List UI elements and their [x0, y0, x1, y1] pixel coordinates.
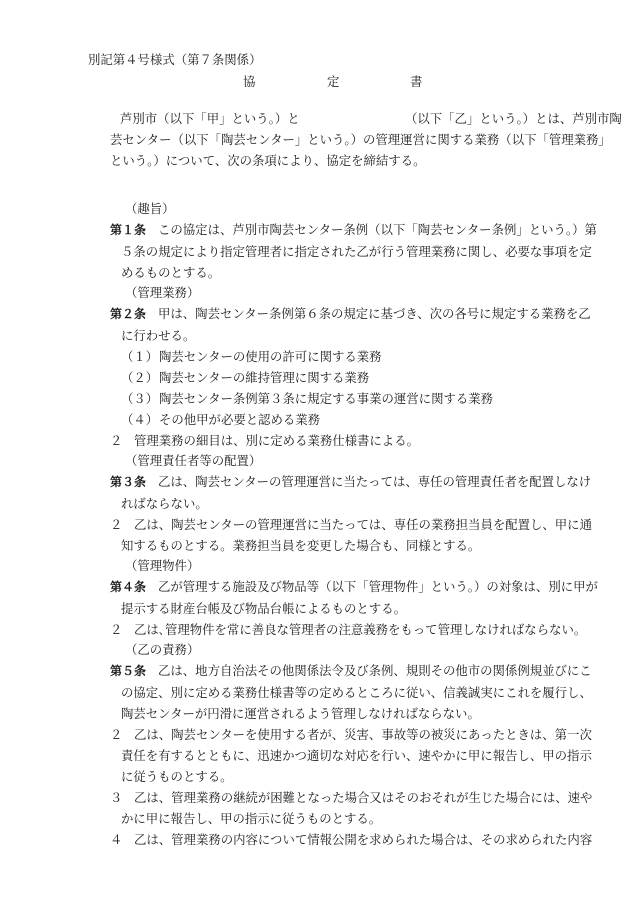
paragraph-2: ２ 乙は、陶芸センターを使用する者が、災害、事故等の被災にあったときは、第一次 [110, 727, 592, 742]
article-4-label: 第４条 [110, 580, 147, 594]
list-item: （３）陶芸センター条例第３条に規定する事業の運営に関する業務 [121, 391, 494, 406]
article-5-text: 陶芸センターが円滑に運営されるよう管理しなければならない。 [121, 706, 480, 721]
article-2-text: に行わせる。 [121, 328, 196, 343]
article-5-label: 第５条 [110, 664, 147, 678]
intro-line: 芸センター（以下「陶芸センター」という。）の管理運営に関する業務（以下「管理業務」 [110, 132, 611, 147]
list-item: （２）陶芸センターの維持管理に関する業務 [121, 370, 370, 385]
intro-paragraph [110, 108, 622, 171]
title-char-3: 書 [410, 74, 423, 89]
article-4-text: 乙が管理する施設及び物品等（以下「管理物件」という。）の対象は、別に甲が [158, 579, 598, 594]
paragraph-3: ３ 乙は、管理業務の継続が困難となった場合又はそのおそれが生じた場合には、速や [110, 790, 593, 805]
paragraph-2-cont: に従うものとする。 [121, 769, 233, 784]
article-4-heading: （管理物件） [125, 558, 200, 573]
list-item: （１）陶芸センターの使用の許可に関する業務 [121, 349, 382, 364]
article-3 [110, 471, 592, 556]
form-number-label: 別記第４号様式（第７条関係） [88, 52, 262, 67]
article-2-heading: （管理業務） [125, 285, 200, 300]
paragraph-2: ２ 管理業務の細目は、別に定める業務仕様書による。 [110, 433, 419, 448]
article-3-text: 乙は、陶芸センターの管理運営に当たっては、専任の管理責任者を配置しなけ [158, 474, 592, 489]
article-2-label: 第２条 [110, 307, 147, 321]
article-4-text: 提示する財産台帳及び物品台帳によるものとする。 [121, 601, 406, 616]
article-1-text: ５条の規定により指定管理者に指定された乙が行う管理業務に関し、必要な事項を定 [121, 244, 592, 259]
paragraph-2-cont: 知するものとする。業務担当員を変更した場合も、同様とする。 [121, 538, 481, 553]
paragraph-4: ４ 乙は、管理業務の内容について情報公開を求められた場合は、その求められた内容 [110, 832, 593, 847]
paragraph-3-cont: かに甲に報告し、甲の指示に従うものとする。 [121, 811, 382, 826]
article-3-text: ればならない。 [121, 496, 208, 511]
article-2-text: 甲は、陶芸センター条例第６条の規定に基づき、次の各号に規定する業務を乙 [158, 306, 591, 321]
intro-line: 芦別市（以下「甲」という。）と （以下「乙」という。）とは、芦別市陶 [120, 111, 622, 126]
article-5-text: 乙は、地方自治法その他関係法令及び条例、規則その他市の関係例規並びにこ [158, 663, 592, 678]
article-4 [110, 576, 598, 640]
article-5 [110, 660, 593, 850]
article-1-text: めるものとする。 [121, 265, 221, 280]
article-5-text: の協定、別に定める業務仕様書等の定めるところに従い、信義誠実にこれを履行し、 [121, 685, 592, 700]
paragraph-2: ２ 乙は､管理物件を常に善良な管理者の注意義務をもって管理しなければならない。 [110, 622, 587, 637]
article-3-heading: （管理責任者等の配置） [125, 453, 262, 468]
article-1-text: この協定は、芦別市陶芸センター条例（以下「陶芸センター条例」という。）第 [158, 222, 597, 237]
intro-line: という。）について、次の条項により、協定を締結する。 [110, 153, 426, 168]
article-5-heading: （乙の責務） [125, 642, 200, 657]
paragraph-2-cont: 責任を有するとともに、迅速かつ適切な対応を行い、速やかに甲に報告し、甲の指示 [121, 748, 592, 763]
article-2 [110, 303, 591, 451]
list-item: （４）その他甲が必要と認める業務 [121, 412, 321, 427]
paragraph-2: ２ 乙は、陶芸センターの管理運営に当たっては、専任の業務担当員を配置し、甲に通 [110, 517, 592, 532]
article-1 [110, 219, 597, 283]
article-3-label: 第３条 [110, 475, 147, 489]
title-char-1: 協 [243, 74, 256, 89]
article-1-heading: （趣旨） [125, 201, 175, 216]
title-char-2: 定 [327, 74, 340, 89]
article-1-label: 第１条 [110, 223, 147, 237]
